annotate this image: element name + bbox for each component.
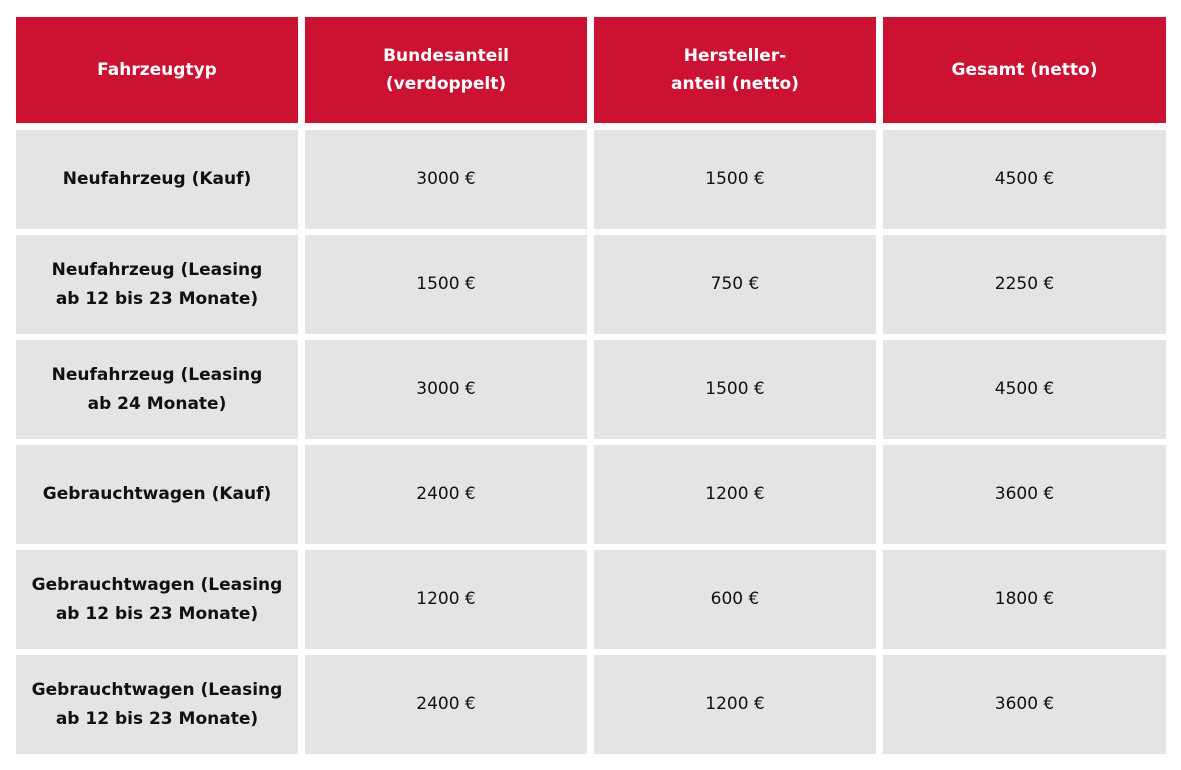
column-header-federal-share: Bundesanteil (verdoppelt) <box>305 17 587 123</box>
manufacturer-share-value: 1200 € <box>594 445 876 544</box>
manufacturer-share-value: 600 € <box>594 550 876 649</box>
federal-share-value: 2400 € <box>305 655 587 754</box>
total-value: 2250 € <box>883 235 1166 334</box>
federal-share-value: 1500 € <box>305 235 587 334</box>
row-label: Gebrauchtwagen (Leasing ab 12 bis 23 Monate) <box>16 550 298 649</box>
manufacturer-share-value: 750 € <box>594 235 876 334</box>
manufacturer-share-value: 1500 € <box>594 340 876 439</box>
total-value: 4500 € <box>883 130 1166 229</box>
total-value: 3600 € <box>883 655 1166 754</box>
column-header-total: Gesamt (netto) <box>883 17 1166 123</box>
manufacturer-share-value: 1200 € <box>594 655 876 754</box>
column-header-vehicle-type: Fahrzeugtyp <box>16 17 298 123</box>
subsidy-table <box>16 17 1166 760</box>
row-label: Neufahrzeug (Kauf) <box>16 130 298 229</box>
total-value: 3600 € <box>883 445 1166 544</box>
federal-share-value: 1200 € <box>305 550 587 649</box>
row-label: Neufahrzeug (Leasing ab 24 Monate) <box>16 340 298 439</box>
federal-share-value: 3000 € <box>305 340 587 439</box>
column-header-manufacturer-share: Hersteller- anteil (netto) <box>594 17 876 123</box>
total-value: 4500 € <box>883 340 1166 439</box>
row-label: Gebrauchtwagen (Kauf) <box>16 445 298 544</box>
total-value: 1800 € <box>883 550 1166 649</box>
row-label: Gebrauchtwagen (Leasing ab 12 bis 23 Monate) <box>16 655 298 754</box>
row-label: Neufahrzeug (Leasing ab 12 bis 23 Monate) <box>16 235 298 334</box>
manufacturer-share-value: 1500 € <box>594 130 876 229</box>
federal-share-value: 3000 € <box>305 130 587 229</box>
federal-share-value: 2400 € <box>305 445 587 544</box>
